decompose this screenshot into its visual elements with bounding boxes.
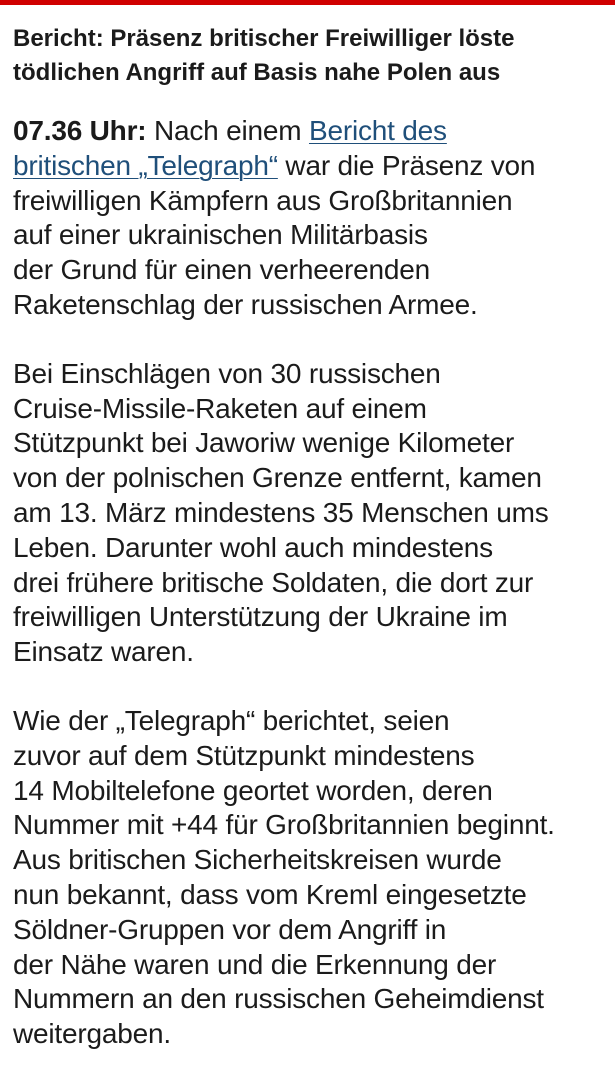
paragraph-line: freiwilligen Kämpfern aus Großbritannien bbox=[13, 184, 513, 216]
paragraph-line: auf einer ukrainischen Militärbasis bbox=[13, 219, 428, 251]
paragraph-line: Nummer mit +44 für Großbritannien beginnt. bbox=[13, 809, 555, 841]
telegraph-link[interactable]: britischen „Telegraph“ bbox=[13, 149, 278, 181]
paragraph-3 bbox=[13, 704, 608, 1052]
headline-line: tödlichen Angriff auf Basis nahe Polen aus bbox=[13, 59, 501, 86]
paragraph-line: Nummern an den russischen Geheimdienst bbox=[13, 983, 544, 1015]
paragraph-text: Nach einem bbox=[146, 115, 309, 146]
paragraph-line: der Grund für einen verheerenden bbox=[13, 254, 430, 286]
paragraph-line: Söldner-Gruppen vor dem Angriff in bbox=[13, 913, 447, 945]
top-accent-bar bbox=[0, 0, 615, 5]
timestamp: 07.36 Uhr: bbox=[13, 115, 147, 146]
paragraph-line: freiwilligen Unterstützung der Ukraine im bbox=[13, 601, 508, 633]
paragraph-line: der Nähe waren und die Erkennung der bbox=[13, 948, 497, 980]
headline-line: Bericht: Präsenz britischer Freiwilliger löste bbox=[13, 25, 515, 52]
article-body bbox=[13, 22, 608, 1086]
paragraph-2 bbox=[13, 357, 608, 670]
paragraph-line bbox=[13, 149, 608, 184]
paragraph-line: nun bekannt, dass vom Kreml eingesetzte bbox=[13, 878, 527, 910]
paragraph-line: 14 Mobiltelefone geortet worden, deren bbox=[13, 774, 493, 806]
telegraph-link[interactable]: Bericht des bbox=[308, 115, 447, 146]
paragraph-line: Wie der „Telegraph“ berichtet, seien bbox=[13, 704, 450, 736]
paragraph-line: drei frühere britische Soldaten, die dort zur bbox=[13, 566, 534, 598]
paragraph-line: zuvor auf dem Stützpunkt mindestens bbox=[13, 739, 475, 771]
paragraph-line: Bei Einschlägen von 30 russischen bbox=[13, 357, 441, 389]
paragraph-line: Stützpunkt bei Jaworiw wenige Kilometer bbox=[13, 427, 515, 459]
paragraph-line: Leben. Darunter wohl auch mindestens bbox=[13, 531, 493, 563]
article-headline bbox=[13, 22, 608, 90]
paragraph-1 bbox=[13, 114, 608, 323]
paragraph-line: am 13. März mindestens 35 Menschen ums bbox=[13, 496, 549, 528]
paragraph-line: weitergaben. bbox=[13, 1018, 171, 1050]
paragraph-line: Einsatz waren. bbox=[13, 636, 194, 668]
paragraph-line: Aus britischen Sicherheitskreisen wurde bbox=[13, 844, 502, 876]
paragraph-line bbox=[13, 114, 608, 149]
paragraph-text: war die Präsenz von bbox=[277, 149, 536, 181]
paragraph-line: Raketenschlag der russischen Armee. bbox=[13, 288, 478, 320]
paragraph-line: Cruise-Missile-Raketen auf einem bbox=[13, 392, 427, 424]
paragraph-line: von der polnischen Grenze entfernt, kamen bbox=[13, 462, 542, 494]
